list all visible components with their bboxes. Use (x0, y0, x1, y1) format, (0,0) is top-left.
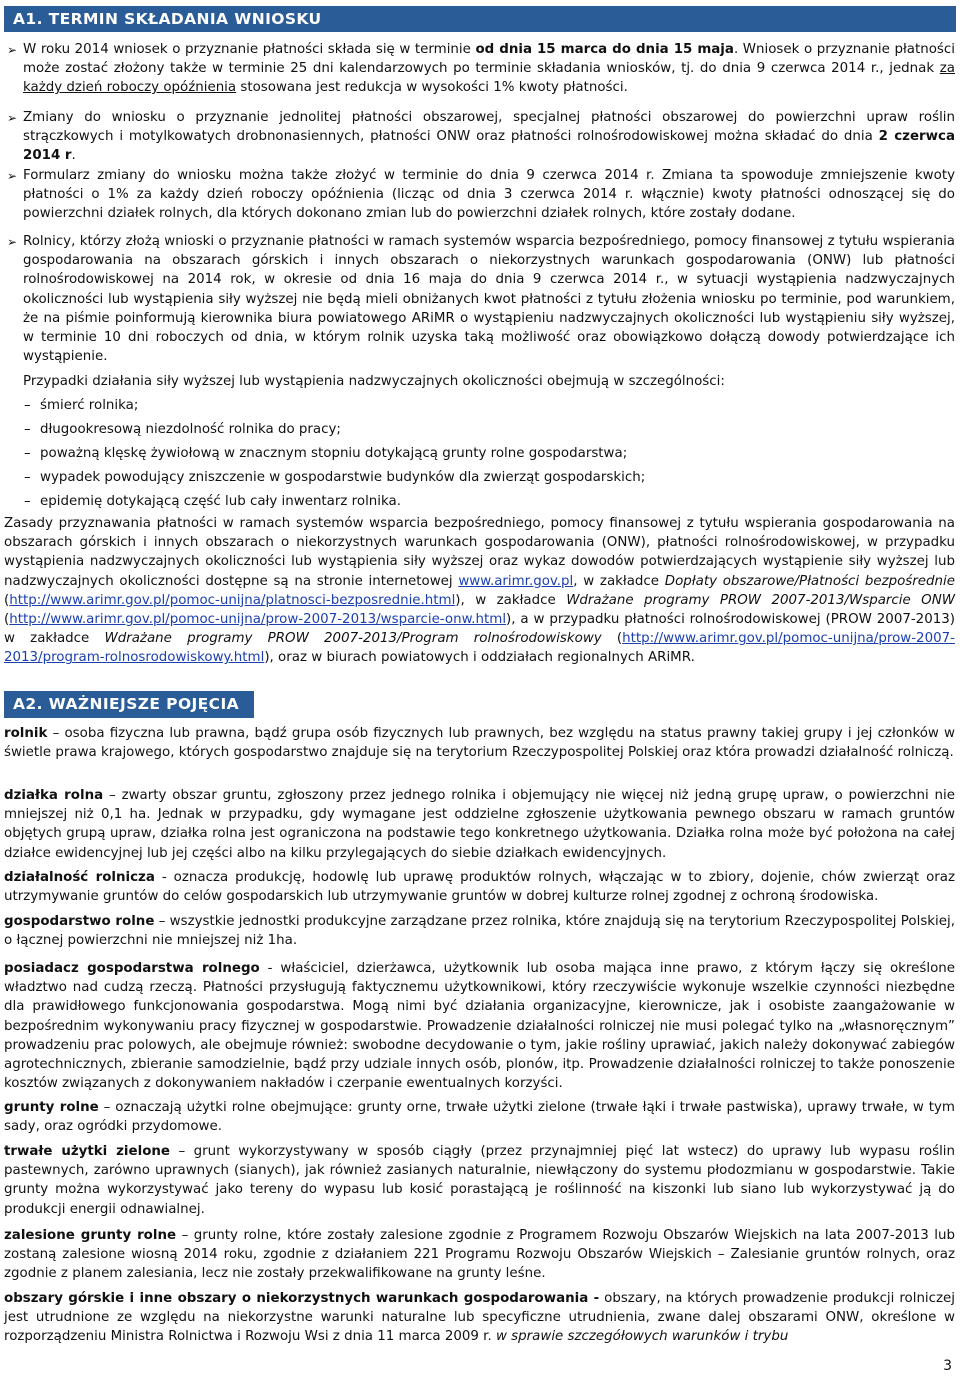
section-title-termin: A1. TERMIN SKŁADANIA WNIOSKU (4, 6, 956, 32)
arrow-bullet-icon: ➢ (6, 111, 18, 125)
definition-dzialka-rolna: działka rolna – zwarty obszar gruntu, zgłoszony przez jednego rolnika i objemujący nie więcej niż jedną grupę upraw, o powierzchni nie mniejszej niż 0,1 ha. Jednak w przypadku, gdy wymagane jest oddzielne zgłoszenie użytkowania pewnego obszaru w ramach gruntów objętych grupą upraw, działka rolna jest ograniczona na podstawie tego konkretnego użytkowania. Działka rolna może być położona na całej działce ewidencyjnej lub jej części albo na kilku przylegających do siebie działkach ewidencyjnych. (4, 788, 955, 861)
arrow-bullet-icon: ➢ (6, 235, 18, 249)
case-item: wypadek powodujący zniszczenie w gospodarstwie budynków dla zwierząt gospodarskich; (40, 470, 646, 485)
link-wsparcie-onw[interactable]: http://www.arimr.gov.pl/pomoc-unijna/prow-2007-2013/wsparcie-onw.html (9, 612, 507, 628)
definition-dzialalnosc-rolnicza: działalność rolnicza - oznacza produkcję, hodowlę lub uprawę produktów rolnych, włączając w to zbiory, dojenie, chów zwierząt oraz utrzymywanie gruntów do celów gospodarskich lub utrzymywanie gruntów w dobrej kulturze rolnej zgodnej z ochroną środowiska. (4, 870, 956, 905)
definition-gospodarstwo-rolne: gospodarstwo rolne – wszystkie jednostki produkcyjne zarządzane przez rolnika, które znajdują się na terytorium Rzeczypospolitej Polskiej, o łącznej powierzchni nie mniejszej niż 1ha. (4, 914, 955, 949)
definition-rolnik: rolnik – osoba fizyczna lub prawna, bądź grupa osób fizycznych lub prawnych, bez względu na status prawny takiej grupy i jej członków w świetle prawa krajowego, których gospodarstwo znajduje się na terytorium Rzeczypospolitej Polskiej oraz która prowadzi działalność rolniczą. (4, 726, 955, 761)
definition-grunty-rolne: grunty rolne – oznaczają użytki rolne obejmujące: grunty orne, trwałe użytki zielone (trwałe łąki i trwałe pastwiska), uprawy trwałe, w tym sady, oraz ogródki przydomowe. (4, 1100, 955, 1135)
dash-bullet-icon: – (24, 494, 31, 509)
dash-bullet-icon: – (24, 422, 31, 437)
page-number: 3 (943, 1358, 952, 1374)
case-item: poważną klęskę żywiołową w znacznym stopniu dotykającą grunty rolne gospodarstwa; (40, 446, 628, 461)
arrow-bullet-icon: ➢ (6, 43, 18, 57)
definition-obszary-onw: obszary górskie i inne obszary o niekorzystnych warunkach gospodarowania - obszary, na których prowadzenie produkcji rolniczej jest utrudnione ze względu na niekorzystne warunki naturalne lub specyficzne utrudnienia, zwane dalej obszarami ONW, określone w rozporządzeniu Ministra Rolnictwa i Rozwoju Wsi z dnia 11 marca 2009 r. w sprawie szczegółowych warunków i trybu (4, 1291, 955, 1345)
dash-bullet-icon: – (24, 398, 31, 413)
case-item: długookresową niezdolność rolnika do pracy; (40, 422, 341, 437)
case-item: epidemię dotykającą część lub cały inwentarz rolnika. (40, 494, 401, 509)
definition-posiadacz: posiadacz gospodarstwa rolnego - właściciel, dzierżawca, użytkownik lub osoba mająca inne prawo, z którym łączy się określone władztwo nad cudzą rzeczą. Płatności przysługują faktycznemu użytkownikowi, który rzeczywiście wykonuje wszelkie czynności niezbędne dla prawidłowego funkcjonowania gospodarstwa. Mogą nimi być działania organizacyjne, kierownicze, jak i osobiste zaangażowanie w bezpośrednim wykonywaniu pracy fizycznej w gospodarstwie. Prowadzenie działalności rolniczej nie musi polegać tylko na „własnoręcznym” prowadzeniu prac polowych, ale obejmuje również: swobodne decydowanie o tym, jakie rośliny uprawiać, jakich należy dokonywać zabiegów agrotechnicznych, zbieranie samodzielnie, bądź przy udziale innych osób, plonów, itp. Prowadzenie działalności rolniczej to także ponoszenie kosztów związanych z dokonywaniem nakładów i czerpanie ewentualnych korzyści. (4, 961, 955, 1092)
dash-bullet-icon: – (24, 446, 31, 461)
link-platnosci-bezposrednie[interactable]: http://www.arimr.gov.pl/pomoc-unijna/platnosci-bezposrednie.html (9, 592, 456, 608)
link-arimr[interactable]: www.arimr.gov.pl (458, 573, 574, 589)
link-program-rolnosrodowiskowy[interactable]: http://www.arimr.gov.pl/pomoc-unijna/prow-2007-2013/program-rolnosrodowiskowy.html (4, 631, 955, 666)
definition-zalesione-grunty: zalesione grunty rolne – grunty rolne, które zostały zalesione zgodnie z Programem Rozwoju Obszarów Wiejskich na lata 2007-2013 lub zostaną zalesione wiosną 2014 roku, zgodnie z działaniem 221 Programu Rozwoju Obszarów Wiejskich – Zalesianie gruntów rolnych, oraz zgodnie z planem zalesiania, lecz nie zostały przekwalifikowane na grunty leśne. (4, 1228, 956, 1282)
definition-trwale-uzytki: trwałe użytki zielone – grunt wykorzystywany w sposób ciągły (przez przynajmniej pięć lat wstecz) do uprawy lub wypasu roślin pastewnych, zarówno uprawnych (sianych), jak również zasianych naturalnie, niewłączony do systemu płodozmianu w gospodarstwie. Takie grunty można wykorzystywać jako tereny do wypasu lub kosić porastającą je roślinność na kiszonki lub siano lub wykorzystywać ją do produkcji energii odnawialnej. (4, 1144, 956, 1217)
paragraph-changes: Zmiany do wniosku o przyznanie jednolitej płatności obszarowej, specjalnej płatności obszarowej do powierzchni upraw roślin strączkowych i motylkowatych drobnonasiennych, płatności ONW oraz płatności rolnośrodowiskowej można składać do dnia 2 czerwca 2014 r. (23, 110, 955, 164)
dash-bullet-icon: – (24, 470, 31, 485)
paragraph-deadline: W roku 2014 wniosek o przyznanie płatności składa się w terminie od dnia 15 marca do dnia 15 maja. Wniosek o przyznanie płatności może zostać złożony także w terminie 25 dni kalendarzowych po terminie składania wniosków, tj. do dnia 9 czerwca 2014 r., jednak za każdy dzień roboczy opóźnienia stosowana jest redukcja w wysokości 1% kwoty płatności. (23, 42, 955, 96)
paragraph-rules: Zasady przyznawania płatności w ramach systemów wsparcia bezpośredniego, pomocy finansowej z tytułu wspierania gospodarowania na obszarach górskich i innych obszarach o niekorzystnych warunkach gospodarowania (ONW), płatności rolnośrodowiskowej, w przypadku wystąpienia nadzwyczajnych okoliczności lub wystąpienia siły wyższej oraz wykaz dowodów potwierdzających wystąpienie siły wyższej lub nadzwyczajnych okoliczności dostępne są na stronie internetowej www.arimr.gov.pl, w zakładce Dopłaty obszarowe/Płatności bezpośrednie (http://www.arimr.gov.pl/pomoc-unijna/platnosci-bezposrednie.html), w zakładce Wdrażane programy PROW 2007-2013/Wsparcie ONW (http://www.arimr.gov.pl/pomoc-unijna/prow-2007-2013/wsparcie-onw.html), a w przypadku płatności rolnośrodowiskowej (PROW 2007-2013) w zakładce Wdrażane programy PROW 2007-2013/Program rolnośrodowiskowy (http://www.arimr.gov.pl/pomoc-unijna/prow-2007-2013/program-rolnosrodowiskowy.html), oraz w biurach powiatowych i oddziałach regionalnych ARiMR. (4, 516, 955, 666)
paragraph-change-form: Formularz zmiany do wniosku można także złożyć w terminie do dnia 9 czerwca 2014 r. Zmiana ta spowoduje zmniejszenie kwoty płatności o 1% za każdy dzień roboczy opóźnienia (licząc od dnia 3 czerwca 2014 r. włącznie) kwoty płatności odnoszącej się do powierzchni działek rolnych, dla których dokonano zmian lub do powierzchni działek rolnych, które zostały dodane. (23, 168, 955, 222)
cases-intro: Przypadki działania siły wyższej lub wystąpienia nadzwyczajnych okoliczności obejmują w szczególności: (23, 374, 725, 389)
case-item: śmierć rolnika; (40, 398, 139, 413)
arrow-bullet-icon: ➢ (6, 169, 18, 183)
paragraph-force-majeure: Rolnicy, którzy złożą wnioski o przyznanie płatności w ramach systemów wsparcia bezpośredniego, pomocy finansowej z tytułu wspierania gospodarowania na obszarach górskich i innych obszarach o niekorzystnych warunkach gospodarowania (ONW) lub płatności rolnośrodowiskowej na 2014 rok, w okresie od dnia 16 maja do dnia 9 czerwca 2014 r., w sytuacji wystąpienia nadzwyczajnych okoliczności lub wystąpienia siły wyższej nie będą mieli obniżanych kwot płatności z tytułu złożenia wniosku po terminie, pod warunkiem, że na piśmie poinformują kierownika biura powiatowego ARiMR o wystąpieniu nadzwyczajnych okoliczności lub wystąpieniu siły wyższej, w terminie 10 dni roboczych od dnia, w którym rolnik uzyska taką możliwość oraz obowiązkowo dołączą dowody potwierdzające ich wystąpienie. (23, 234, 955, 365)
section-title-pojecia: A2. WAŻNIEJSZE POJĘCIA (4, 691, 254, 718)
